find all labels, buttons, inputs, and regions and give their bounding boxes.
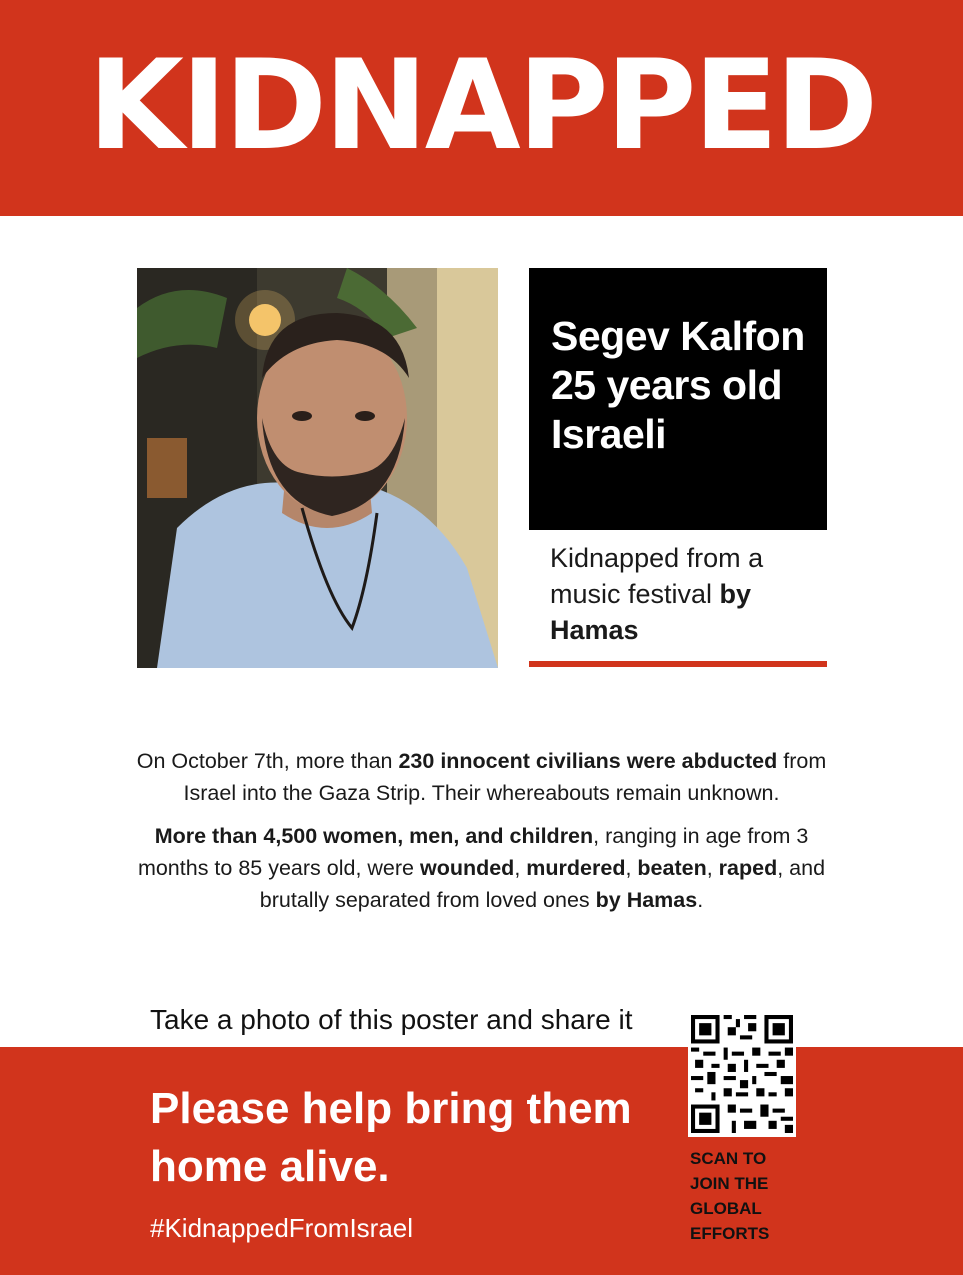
appeal-text: Please help bring them home alive.: [150, 1084, 632, 1191]
kidnapped-description: [550, 540, 820, 648]
person-nationality: Israeli: [551, 411, 667, 457]
info-bold-text: 230 innocent civilians were abducted: [398, 749, 778, 773]
info-paragraph-2: [120, 820, 843, 916]
red-divider: [529, 661, 827, 667]
info-bold-text: More than 4,500 women, men, and children: [154, 824, 594, 848]
info-text: , ranging in age from 3 months to 85 years old, were: [137, 824, 809, 880]
header-banner: [0, 0, 963, 216]
info-text: ,: [706, 856, 719, 880]
qr-code[interactable]: [688, 1011, 796, 1137]
info-text: , and brutally separated from loved ones: [259, 856, 826, 912]
info-bold-text: raped: [718, 856, 778, 880]
info-text: ,: [514, 856, 527, 880]
hashtag: #KidnappedFromIsrael: [150, 1213, 414, 1243]
qr-caption: SCAN TO JOIN THE GLOBAL EFFORTS: [690, 1149, 770, 1243]
info-paragraph-1: [120, 745, 843, 809]
qr-code-icon: [691, 1015, 793, 1133]
poster-title: KIDNAPPED: [87, 34, 876, 178]
share-prompt: Take a photo of this poster and share it: [150, 1004, 633, 1035]
kidnapped-by-text: by Hamas: [550, 579, 752, 645]
info-text: On October 7th, more than: [136, 749, 399, 773]
info-bold-text: wounded: [419, 856, 515, 880]
name-box: [529, 268, 827, 530]
person-name: Segev Kalfon: [551, 313, 805, 359]
info-text: .: [697, 888, 704, 912]
info-bold-text: beaten: [637, 856, 707, 880]
info-bold-text: murdered: [526, 856, 626, 880]
info-bold-text: by Hamas: [595, 888, 698, 912]
kidnapped-text: Kidnapped from a music festival: [550, 543, 764, 609]
info-text: from Israel into the Gaza Strip. Their whereabouts remain unknown.: [183, 749, 827, 805]
person-age: 25 years old: [551, 362, 783, 408]
info-text: ,: [625, 856, 638, 880]
person-photo: [137, 268, 498, 668]
